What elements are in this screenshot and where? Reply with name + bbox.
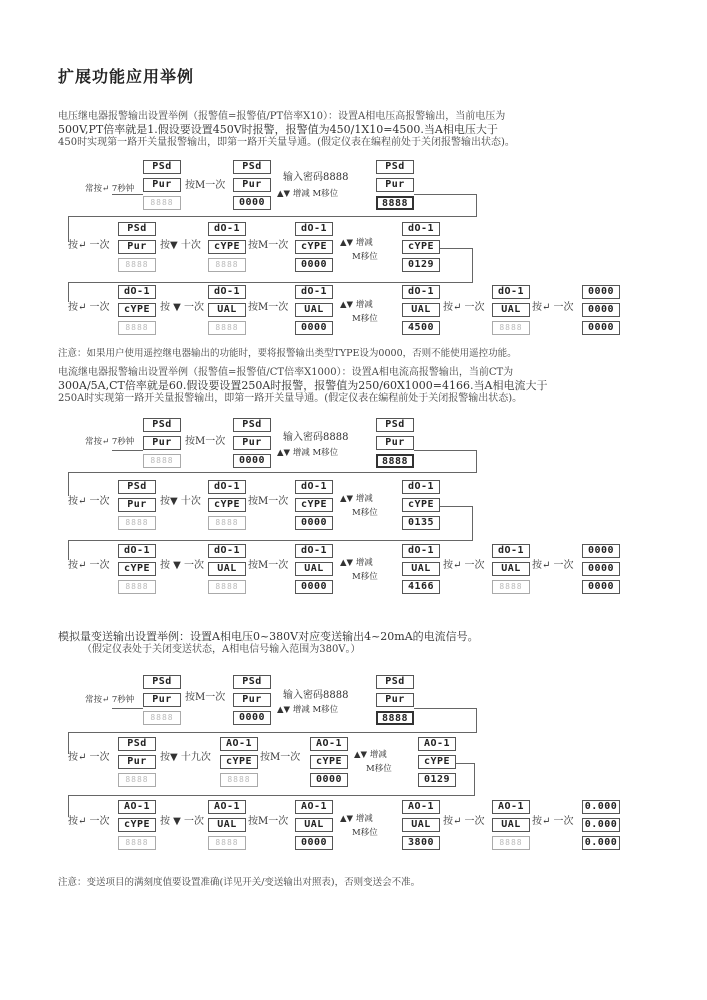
connector (68, 732, 477, 733)
display-row: Pur (118, 755, 156, 769)
display-row: 0000 (295, 836, 333, 850)
display-row: AO-1 (208, 800, 246, 814)
connector (414, 194, 476, 195)
display-panel (118, 800, 156, 850)
label-password: 输入密码8888 (283, 690, 349, 701)
display-row: PSd (143, 675, 181, 689)
display-panel (295, 800, 333, 850)
label-press-enter: 按↵ 一次 (68, 496, 110, 507)
display-panel (233, 160, 271, 210)
display-row: UAL (208, 562, 246, 576)
display-row: 0129 (402, 258, 440, 272)
display-panel (492, 800, 530, 850)
display-row: 8888 (376, 454, 414, 468)
display-row: 0000 (295, 321, 333, 335)
display-row: 8888 (208, 321, 246, 335)
display-panel (118, 285, 156, 335)
display-row: dO-1 (118, 285, 156, 299)
display-panel (310, 737, 348, 787)
display-row: Pur (376, 436, 414, 450)
display-panel (376, 675, 414, 725)
label-press-m: 按M一次 (260, 752, 301, 763)
display-row: 0.000 (582, 836, 620, 850)
display-row: Pur (376, 693, 414, 707)
label-press-down-1: 按 ▼ 一次 (160, 816, 205, 827)
display-panel (376, 418, 414, 468)
display-panel (118, 480, 156, 530)
label-press-enter: 按↵ 一次 (532, 302, 574, 313)
display-panel (295, 480, 333, 530)
display-row: 8888 (208, 580, 246, 594)
display-panel (143, 675, 181, 725)
display-panel (402, 800, 440, 850)
label-press-m: 按M一次 (248, 240, 289, 251)
display-panel (220, 737, 258, 787)
sec3-para-line2: （假定仪表处于关闭变送状态，A相电信号输入范围为380V。） (82, 644, 361, 655)
display-panel (208, 480, 246, 530)
connector (476, 708, 477, 732)
display-row: AO-1 (118, 800, 156, 814)
label-press-m: 按M一次 (185, 436, 226, 447)
display-panel (208, 544, 246, 594)
display-row: PSd (376, 418, 414, 432)
connector (112, 450, 143, 451)
display-row: dO-1 (295, 544, 333, 558)
display-row: 0000 (582, 544, 620, 558)
display-row: PSd (118, 222, 156, 236)
display-row: UAL (208, 818, 246, 832)
display-row: dO-1 (295, 480, 333, 494)
display-panel (582, 800, 620, 850)
display-row: 8888 (208, 516, 246, 530)
display-row: PSd (376, 675, 414, 689)
display-row: cYPE (295, 498, 333, 512)
display-row: 8888 (118, 321, 156, 335)
sec3-note: 注意：变送项目的满刻度值要设置准确(详见开关/变送输出对照表)，否则变送会不准。 (58, 877, 421, 888)
display-panel (418, 737, 456, 787)
label-press-m: 按M一次 (248, 496, 289, 507)
label-hold-7s: 常按↵ 7秒钟 (85, 184, 135, 194)
display-row: dO-1 (295, 285, 333, 299)
display-row: 0000 (582, 321, 620, 335)
label-adjust: ▲▼ 增减 (340, 814, 373, 824)
display-panel (143, 160, 181, 210)
display-row: dO-1 (208, 480, 246, 494)
display-row: 3800 (402, 836, 440, 850)
display-row: UAL (295, 818, 333, 832)
connector (68, 282, 473, 283)
display-panel (492, 285, 530, 335)
display-row: UAL (402, 562, 440, 576)
sec1-note: 注意：如果用户使用遥控继电器输出的功能时，要将报警输出类型TYPE设为0000，否则不能使用遥控功能。 (58, 348, 517, 359)
display-panel (208, 285, 246, 335)
label-hold-7s: 常按↵ 7秒钟 (85, 437, 135, 447)
display-row: 0000 (233, 711, 271, 725)
display-panel (118, 544, 156, 594)
display-row: PSd (118, 480, 156, 494)
display-row: dO-1 (208, 544, 246, 558)
display-panel (492, 544, 530, 594)
display-row: AO-1 (492, 800, 530, 814)
display-row: UAL (208, 303, 246, 317)
label-press-down-19: 按▼ 十九次 (160, 752, 211, 763)
display-row: PSd (376, 160, 414, 174)
sec1-para-line2: 500V,PT倍率就是1.假设要设置450V时报警，报警值为450/1X10=4500.当A相电压大于 (58, 123, 498, 136)
display-row: 0.000 (582, 800, 620, 814)
display-row: 0000 (295, 516, 333, 530)
display-row: 8888 (143, 454, 181, 468)
connector (472, 248, 473, 282)
label-hold-7s: 常按↵ 7秒钟 (85, 695, 135, 705)
label-press-m: 按M一次 (185, 692, 226, 703)
display-row: UAL (492, 818, 530, 832)
connector (440, 248, 472, 249)
display-panel (233, 675, 271, 725)
label-press-down-1: 按 ▼ 一次 (160, 302, 205, 313)
sec3-description (58, 630, 479, 656)
label-adjust: ▲▼ 增减 (340, 494, 373, 504)
label-press-m: 按M一次 (248, 816, 289, 827)
display-row: 0000 (310, 773, 348, 787)
display-row: PSd (233, 675, 271, 689)
label-adjust: ▲▼ 增减 (340, 238, 373, 248)
label-shift: M移位 (352, 252, 378, 262)
label-press-m: 按M一次 (185, 180, 226, 191)
connector (68, 795, 475, 796)
display-panel (233, 418, 271, 468)
display-row: PSd (233, 418, 271, 432)
display-panel (143, 418, 181, 468)
display-row: Pur (118, 498, 156, 512)
label-press-enter: 按↵ 一次 (443, 560, 485, 571)
display-row: UAL (402, 818, 440, 832)
display-row: 8888 (143, 711, 181, 725)
display-row: UAL (402, 303, 440, 317)
display-row: Pur (143, 693, 181, 707)
sec2-para-line2: 300A/5A,CT倍率就是60.假设要设置250A时报警，报警值为250/60X1000=4166.当A相电流大于 (58, 379, 548, 392)
display-row: 0000 (582, 562, 620, 576)
page-title: 扩展功能应用举例 (58, 67, 195, 86)
display-panel (582, 285, 620, 335)
display-panel (118, 222, 156, 272)
label-shift: M移位 (352, 314, 378, 324)
label-shift: M移位 (352, 828, 378, 838)
display-panel (402, 285, 440, 335)
display-row: cYPE (310, 755, 348, 769)
display-row: 8888 (118, 836, 156, 850)
label-adjust: ▲▼ 增减 M移位 (277, 448, 339, 458)
display-panel (376, 160, 414, 210)
display-row: dO-1 (208, 222, 246, 236)
display-row: 8888 (118, 773, 156, 787)
connector (414, 450, 476, 451)
label-press-down-10: 按▼ 十次 (160, 240, 201, 251)
label-press-enter: 按↵ 一次 (68, 816, 110, 827)
display-panel (118, 737, 156, 787)
display-panel (582, 544, 620, 594)
display-row: Pur (233, 178, 271, 192)
display-row: PSd (143, 418, 181, 432)
sec2-description (58, 366, 547, 405)
display-row: 8888 (143, 196, 181, 210)
display-row: cYPE (220, 755, 258, 769)
display-row: AO-1 (295, 800, 333, 814)
label-press-enter: 按↵ 一次 (532, 560, 574, 571)
display-row: cYPE (118, 303, 156, 317)
display-row: 8888 (208, 836, 246, 850)
label-press-down-10: 按▼ 十次 (160, 496, 201, 507)
display-row: 8888 (118, 580, 156, 594)
sec1-para-line3: 450时实现第一路开关量报警输出，即第一路开关量导通。(假定仪表在编程前处于关闭报警输出状态)。 (58, 137, 515, 148)
connector (472, 506, 473, 540)
display-row: AO-1 (310, 737, 348, 751)
display-row: 4500 (402, 321, 440, 335)
label-adjust: ▲▼ 增减 M移位 (277, 189, 339, 199)
display-row: UAL (295, 303, 333, 317)
display-row: 8888 (118, 516, 156, 530)
connector (414, 708, 476, 709)
label-adjust: ▲▼ 增减 (340, 300, 373, 310)
display-row: dO-1 (295, 222, 333, 236)
display-row: dO-1 (402, 285, 440, 299)
display-panel (295, 222, 333, 272)
sec2-para-line3: 250A时实现第一路开关量报警输出，即第一路开关量导通。(假定仪表在编程前处于关闭报警输出状态)。 (58, 393, 523, 404)
display-panel (402, 480, 440, 530)
display-row: 0.000 (582, 818, 620, 832)
display-row: cYPE (402, 498, 440, 512)
display-row: PSd (233, 160, 271, 174)
label-press-enter: 按↵ 一次 (443, 302, 485, 313)
display-row: 8888 (492, 321, 530, 335)
display-row: UAL (492, 303, 530, 317)
connector (68, 540, 473, 541)
display-row: Pur (233, 436, 271, 450)
label-press-enter: 按↵ 一次 (68, 302, 110, 313)
display-panel (295, 285, 333, 335)
label-press-m: 按M一次 (248, 560, 289, 571)
display-row: cYPE (402, 240, 440, 254)
display-row: Pur (118, 240, 156, 254)
display-row: 0135 (402, 516, 440, 530)
display-row: 8888 (220, 773, 258, 787)
display-row: 8888 (492, 580, 530, 594)
display-panel (208, 800, 246, 850)
display-row: cYPE (295, 240, 333, 254)
display-row: 0000 (582, 303, 620, 317)
label-press-enter: 按↵ 一次 (532, 816, 574, 827)
display-row: cYPE (118, 562, 156, 576)
display-row: 0000 (582, 285, 620, 299)
connector (476, 450, 477, 472)
display-row: dO-1 (402, 544, 440, 558)
display-row: dO-1 (208, 285, 246, 299)
label-press-enter: 按↵ 一次 (68, 752, 110, 763)
sec2-para-line1: 电流继电器报警输出设置举例（报警值=报警值/CT倍率X1000）：设置A相电流高报警输出，当前CT为 (58, 367, 514, 378)
connector (440, 506, 472, 507)
display-row: 8888 (492, 836, 530, 850)
display-row: 0000 (582, 580, 620, 594)
connector (112, 708, 143, 709)
display-row: 0000 (295, 258, 333, 272)
display-panel (295, 544, 333, 594)
display-row: PSd (118, 737, 156, 751)
label-press-down-1: 按 ▼ 一次 (160, 560, 205, 571)
display-row: dO-1 (492, 544, 530, 558)
display-row: Pur (143, 436, 181, 450)
display-panel (208, 222, 246, 272)
display-row: 8888 (118, 258, 156, 272)
display-row: AO-1 (220, 737, 258, 751)
display-row: 8888 (376, 711, 414, 725)
display-row: 0129 (418, 773, 456, 787)
sec1-para-line1: 电压继电器报警输出设置举例（报警值=报警值/PT倍率X10）：设置A相电压高报警输出，当前电压为 (58, 111, 506, 122)
display-row: dO-1 (492, 285, 530, 299)
connector (474, 763, 475, 795)
label-press-enter: 按↵ 一次 (443, 816, 485, 827)
display-panel (402, 222, 440, 272)
display-row: dO-1 (402, 480, 440, 494)
display-row: 0000 (233, 454, 271, 468)
label-password: 输入密码8888 (283, 172, 349, 183)
display-row: dO-1 (402, 222, 440, 236)
label-shift: M移位 (352, 572, 378, 582)
display-row: 8888 (376, 196, 414, 210)
sec3-para-line1: 模拟量变送输出设置举例：设置A相电压0~380V对应变送输出4~20mA的电流信号。 (58, 630, 479, 643)
display-row: Pur (376, 178, 414, 192)
label-adjust: ▲▼ 增减 (354, 750, 387, 760)
connector (112, 194, 143, 195)
label-press-enter: 按↵ 一次 (68, 240, 110, 251)
display-row: Pur (143, 178, 181, 192)
label-adjust: ▲▼ 增减 M移位 (277, 705, 339, 715)
connector (476, 194, 477, 216)
display-row: 4166 (402, 580, 440, 594)
display-row: PSd (143, 160, 181, 174)
display-row: cYPE (418, 755, 456, 769)
label-press-m: 按M一次 (248, 302, 289, 313)
display-row: AO-1 (418, 737, 456, 751)
display-row: 8888 (208, 258, 246, 272)
label-password: 输入密码8888 (283, 432, 349, 443)
connector (68, 472, 477, 473)
sec1-description (58, 110, 515, 149)
display-row: cYPE (118, 818, 156, 832)
display-row: Pur (233, 693, 271, 707)
connector (68, 216, 477, 217)
label-adjust: ▲▼ 增减 (340, 558, 373, 568)
label-shift: M移位 (366, 764, 392, 774)
display-row: UAL (295, 562, 333, 576)
label-press-enter: 按↵ 一次 (68, 560, 110, 571)
display-row: 0000 (295, 580, 333, 594)
label-shift: M移位 (352, 508, 378, 518)
display-row: 0000 (233, 196, 271, 210)
display-row: AO-1 (402, 800, 440, 814)
display-row: dO-1 (118, 544, 156, 558)
display-row: UAL (492, 562, 530, 576)
display-row: cYPE (208, 498, 246, 512)
connector (456, 763, 474, 764)
display-row: cYPE (208, 240, 246, 254)
display-panel (402, 544, 440, 594)
